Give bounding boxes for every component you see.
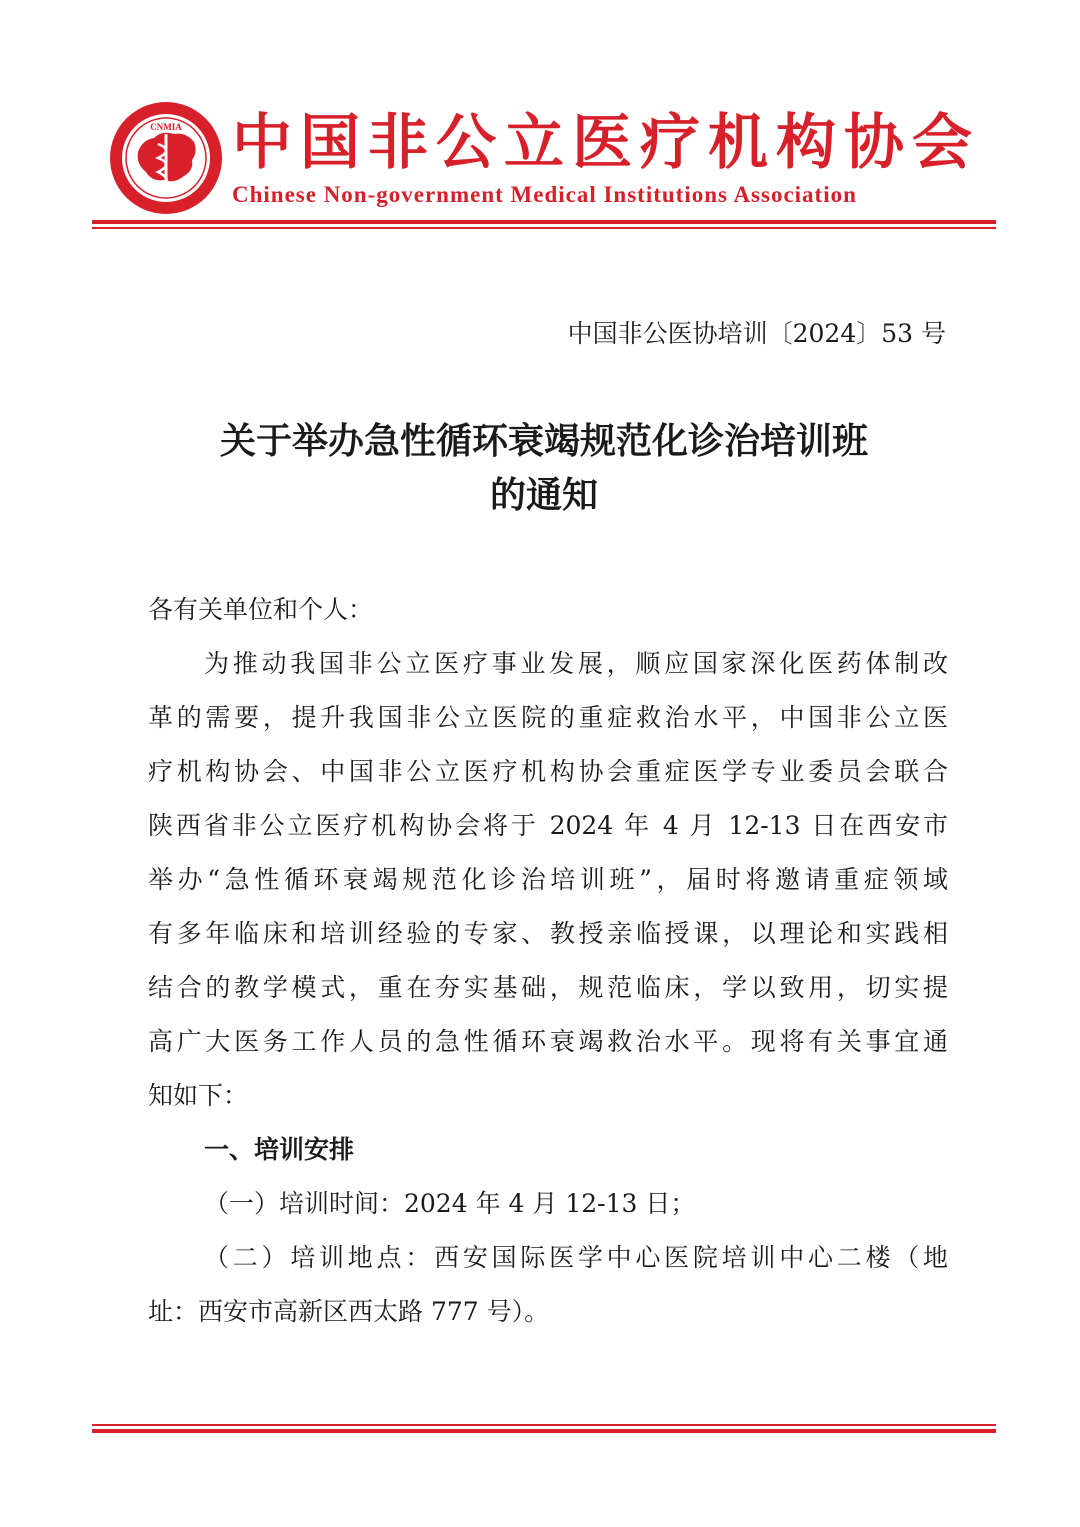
letterhead-divider: [92, 220, 996, 229]
logo-acronym: CNMIA: [150, 122, 182, 132]
document-number: 中国非公医协培训〔2024〕53 号: [567, 319, 946, 348]
body-line: 为推动我国非公立医疗事业发展，顺应国家深化医药体制改: [204, 649, 948, 678]
training-time-item: （一）培训时间：2024 年 4 月 12-13 日；: [204, 1189, 696, 1218]
body-line: 革的需要，提升我国非公立医院的重症救治水平，中国非公立医: [148, 703, 948, 732]
salutation: 各有关单位和个人：: [148, 595, 374, 624]
footer-divider: [92, 1424, 996, 1433]
body-line: 举办“急性循环衰竭规范化诊治培训班”，届时将邀请重症领域: [148, 865, 948, 894]
document-title-line-1: 关于举办急性循环衰竭规范化诊治培训班: [219, 421, 868, 462]
training-location-item: （二）培训地点：西安国际医学中心医院培训中心二楼（地: [204, 1243, 948, 1272]
body-line: 高广大医务工作人员的急性循环衰竭救治水平。现将有关事宜通: [148, 1027, 948, 1056]
body-line: 有多年临床和培训经验的专家、教授亲临授课，以理论和实践相: [148, 919, 948, 948]
body-line: 陕西省非公立医疗机构协会将于 2024 年 4 月 12-13 日在西安市: [148, 811, 948, 840]
body-line: 知如下：: [148, 1081, 249, 1110]
training-address: 址：西安市高新区西太路 777 号）。: [148, 1297, 550, 1326]
org-name-chinese: 中国非公立医疗机构协会: [232, 108, 980, 178]
section-heading: 一、培训安排: [204, 1135, 355, 1164]
org-name-english: Chinese Non-government Medical Institutions Association: [232, 182, 857, 207]
body-line: 结合的教学模式，重在夯实基础，规范临床，学以致用，切实提: [148, 973, 948, 1002]
document-title-line-2: 的通知: [489, 475, 598, 516]
association-logo: [108, 100, 224, 216]
body-line: 疗机构协会、中国非公立医疗机构协会重症医学专业委员会联合: [148, 757, 948, 786]
